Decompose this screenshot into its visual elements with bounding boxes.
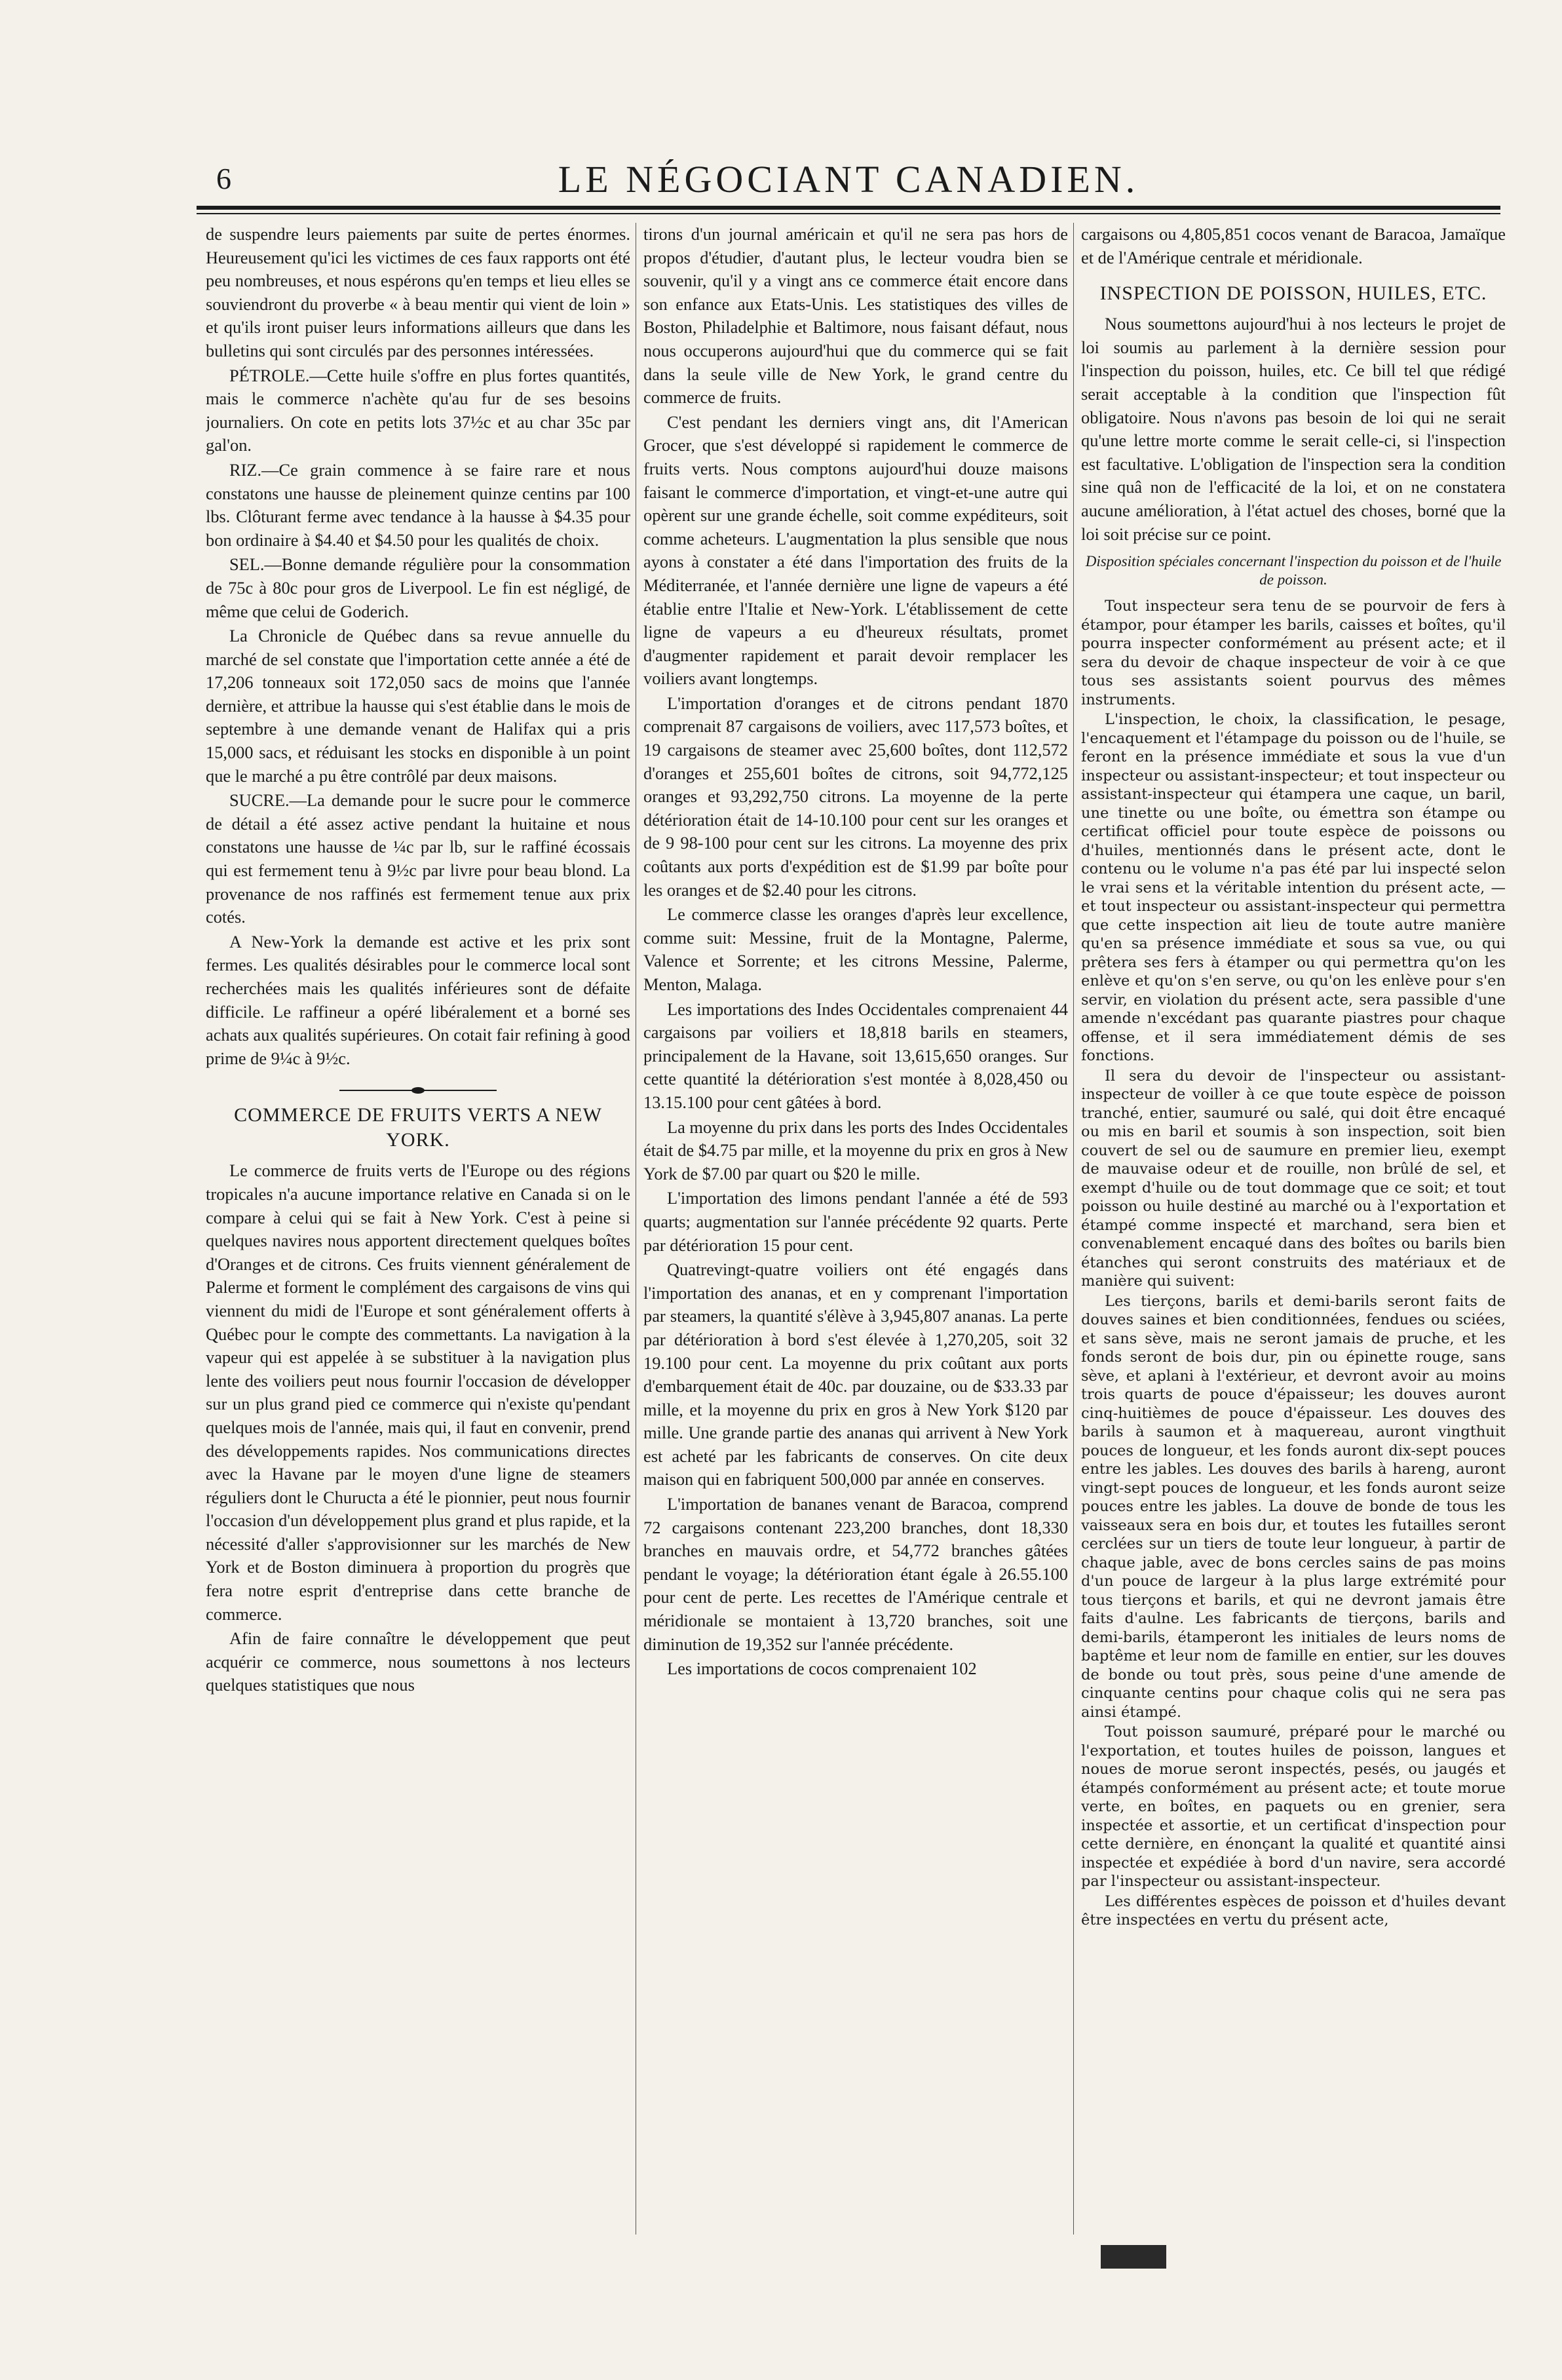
paragraph: L'importation des limons pendant l'année a été de 593 quarts; augmentation sur l'année précédente 92 quarts. Perte par détérioration 15 pour cent. [643, 1188, 1068, 1255]
paragraph: Le commerce de fruits verts de l'Europe ou des régions tropicales n'a aucune importance relative en Canada si on le compare à celui qui se fait à New York. C'est à peine si quelques navires nous apportent directement quelques boîtes d'Oranges et de citrons. Ces fruits viennent généralement de Palerme et forment le complément des cargaisons de vins qui viennent du midi de l'Europe et sont généralement offerts à Québec pour le compte des commettants. La navigation à la vapeur qui est appelée à se substituer à la navigation plus lente des voiliers peut nous fournir l'occasion de développer sur un plus grand pied ce commerce qui n'existe qu'pendant quelques mois de l'année, mais qui, il faut en convenir, prend des développements rapides. Nos communications directes avec la Havane par le moyen d'une ligne de steamers réguliers dont le Churucta a été le pionnier, peut nous fournir l'occasion d'un développement plus grand et plus rapide, et la nécessité d'aller s'approvisionner sur les marchés de New York et de Boston diminuera à proportion du progrès que fera notre esprit d'entreprise dans cette branche de commerce. [206, 1161, 630, 1624]
paragraph: Nous soumettons aujourd'hui à nos lecteurs le projet de loi soumis au parlement à la dernière session pour l'inspection du poisson, huiles, etc. Ce bill tel que rédigé serait acceptable à la condition que l'inspection fût obligatoire. Nous n'avons pas besoin de loi qui ne serait qu'une lettre morte comme le serait celle-ci, si l'inspection est facultative. L'obligation de l'inspection sera la condition sine quâ non de l'efficacité de la loi, et on ne constatera aucune amélioration, à l'état actuel des choses, borné que la loi soit précise sur ce point. [1081, 314, 1506, 544]
paragraph: Afin de faire connaître le développement que peut acquérir ce commerce, nous soumettons à nos lecteurs quelques statistiques que nous [206, 1628, 630, 1695]
paragraph: Le commerce classe les oranges d'après leur excellence, comme suit: Messine, fruit de la Montagne, Palerme, Valence et Sorrente; et les citrons Messine, Palerme, Menton, Malaga. [643, 904, 1068, 994]
page-number: 6 [216, 162, 231, 195]
paragraph: tirons d'un journal américain et qu'il ne sera pas hors de propos d'étudier, d'autant plus, le lecteur voudra bien se souvenir, qu'il y a vingt ans ce commerce était encore dans son enfance aux Etats-Unis. Les statistiques des villes de Boston, Philadelphie et Baltimore, nous faisant défaut, nous nous occuperons aujourd'hui que du commerce qui se fait dans la seule ville de New York, le grand centre du commerce de fruits. [643, 224, 1068, 408]
paragraph: L'importation de bananes venant de Baracoa, comprend 72 cargaisons contenant 223,200 branches, dont 18,330 branches en mauvais ordre, et 54,772 branches gâtées pendant le voyage; la détérioration étant égale à 26.55.100 pour cent de perte. Les recettes de l'Amérique centrale et méridionale se montaient à 13,720 branches, soit une diminution de 19,352 sur l'année précédente. [643, 1494, 1068, 1654]
paragraph-chronicle: La Chronicle de Québec dans sa revue annuelle du marché de sel constate que l'importation cette année a été de 17,206 tonneaux soit 172,050 sacs de moins que l'année dernière, et attribue la hausse qui s'est établie dans le mois de septembre à une demande venant de Halifax qui a pris 15,000 sacs, et réduisant les stocks en disponible à un point que le marché a pu être contrôlé par deux maisons. [206, 626, 630, 786]
paragraph: Les importations de cocos comprenaient 102 [667, 1659, 977, 1679]
paragraph-riz: RIZ.—Ce grain commence à se faire rare et nous constatons une hausse de pleinement quinze centins par 100 lbs. Clôturant ferme avec tendance à la hausse à $4.35 pour bon ordinaire à $4.40 et $4.50 pour les qualités de choix. [206, 459, 630, 550]
header-rule-thin [197, 213, 1500, 214]
column-separator [1073, 223, 1074, 2235]
paragraph: Il sera du devoir de l'inspecteur ou assistant-inspecteur de voiller à ce que toute espèce de poisson tranché, entier, saumuré ou salé, qui doit être encaqué ou mis en baril et soumis à son inspection, soit bien couvert de sel ou de saumure en premier lieu, exempt de mauvaise odeur et de rouille, non brûlé de sel, et exempt d'huile ou de tout dommage que ce soit; et tout poisson ou huile destiné au marché ou à l'exportation et étampé comme inspecté et marchand, sera bien et convenablement encaqué dans des boîtes ou barils bien étanches qui seront construits des matériaux et de manière qui suivent: [1081, 1067, 1506, 1290]
paragraph: Les tierçons, barils et demi-barils seront faits de douves saines et bien conditionnées, fendues ou sciées, et sans sève, mais ne seront jamais de pruche, et les fonds seront de bois dur, pin ou épinette rouge, sans sève, et aplani à l'extérieur, et devront avoir au moins trois quarts de pouce d'épaisseur; les douves auront cinq-huitièmes de pouce d'épaisseur. Les douves des barils à saumon et à maquereau, auront vingthuit pouces de longueur, et les fonds auront dix-sept pouces entre les jables. Les douves des barils à hareng, auront vingt-sept pouces de longueur, et les fonds auront seize pouces entre les jables. La douve de bonde de tous les vaisseaux sera en bois dur, et toutes les futailles seront cerclées sur un tiers de toute leur longueur, à partir de chaque jable, avec de bons cercles sains de pas moins d'un pouce de largeur à la plus large extrémité pour tous tierçons et barils, et qui ne devront jamais être faits d'aulne. Les fabricants de tierçons, barils and demi-barils, étamperont les initiales de leurs noms de baptême et leur nom de famille en entier, sur les douves de bonde ou tout près, sous peine d'une amende de cinquante centins pour chaque colis qui ne sera pas ainsi étampé. [1081, 1292, 1506, 1721]
paragraph: Quatrevingt-quatre voiliers ont été engagés dans l'importation des ananas, et en y comprenant l'importation par steamers, la quantité s'élève à 3,945,807 ananas. La perte par détérioration à bord s'est élevée à 1,270,205, soit 32 19.100 pour cent. La moyenne du prix coûtant aux ports d'embarquement était de 40c. par douzaine, ou de $33.33 par mille, et la moyenne du prix en gros à New York $120 par mille. Une grande partie des ananas qui arrivent à New York est acheté par les fabricants de conserves. On cite deux maison qui en fabriquent 500,000 par année en conserves. [643, 1259, 1068, 1489]
paragraph: C'est pendant les derniers vingt ans, dit l'American Grocer, que s'est développé si rapidement le commerce de fruits verts. Nous comptons aujourd'hui douze maisons faisant le commerce d'importation, et vingt-et-une autre qui opèrent sur une grande échelle, soit comme expéditeurs, soit comme acheteurs. L'augmentation la plus sensible que nous ayons à constater a été dans l'importation des fruits de la Méditerranée, et l'année dernière une ligne de vapeurs a été établie entre l'Italie et New-York. L'établissement de cette ligne de vapeurs a eu d'heureux résultats, promet d'augmenter rapidement et parait devoir remplacer les voiliers avant longtemps. [643, 412, 1068, 689]
archive-stamp [1101, 2245, 1166, 2269]
column-3 [1081, 223, 1506, 2235]
paragraph-sel: SEL.—Bonne demande régulière pour la consommation de 75c à 80c pour gros de Liverpool. Le fin est négligé, de même que celui de Goderich. [206, 554, 630, 621]
paragraph: de suspendre leurs paiements par suite de pertes énormes. Heureusement qu'ici les victimes de ces faux rapports ont été peu nombreuses, et nous espérons qu'en temps et lieu elles se souviendront du proverbe « à beau mentir qui vient de loin » et qu'ils iront puiser leurs informations ailleurs que dans les bulletins qui sont circulés par des personnes intéressées. [206, 224, 630, 360]
paragraph-sucre: SUCRE.—La demande pour le sucre pour le commerce de détail a été assez active pendant la huitaine et nous constatons une hausse de ¼c par lb, sur le raffiné écossais qui est fermement tenu à 9½c par livre pour beau blond. La provenance de nos raffinés est fermement tenue aux prix cotés. [206, 790, 630, 927]
header-rule-thick [197, 206, 1500, 210]
paragraph: L'inspection, le choix, la classification, le pesage, l'encaquement et l'étampage du poisson ou de l'huile, se feront en la présence immédiate et sous la vue d'un inspecteur ou assistant-inspecteur; et tout inspecteur ou assistant-inspecteur qui étampera une caque, un baril, une tinette ou une boîte, ou émettra son étampe ou certificat officiel pour toute espèce de poissons ou d'huiles, mentionnés dans le présent acte, dont le contenu ou le volume n'a pas été par lui inspecté selon le vrai sens et la véritable intention du présent acte, —et tout inspecteur ou assistant-inspecteur qui permettra que cette inspection ait lieu de toute autre manière qu'en sa présence immédiate et sous sa vue, ou qui prêtera ses fers à étamper ou qui permettra qu'on les enlève et qu'on s'en serve, ou qu'on les enlève pour s'en servir, en violation du présent acte, sera passible d'une amende n'excédant pas quarante piastres pour chaque offense, et il sera immédiatement démis de ses fonctions. [1081, 711, 1506, 1065]
paragraph: Tout poisson saumuré, préparé pour le marché ou l'exportation, et toutes huiles de poisson, langues et noues de morue seront inspectés, pesés, ou jaugés et étampés conformément au présent acte; et toute morue verte, en boîtes, en paquets ou en grenier, sera inspectée et assortie, et un certificat d'inspection pour cette dernière, en énonçant la qualité et quantité ainsi inspectée et expédiée à bord d'un navire, sera accordé par l'inspecteur ou assistant-inspecteur. [1081, 1723, 1506, 1891]
paragraph: La moyenne du prix dans les ports des Indes Occidentales était de $4.75 par mille, et la moyenne du prix en gros à New York de $7.00 par quart ou $20 le mille. [643, 1117, 1068, 1183]
newspaper-title: LE NÉGOCIANT CANADIEN. [558, 158, 1139, 201]
paragraph-new-york: A New-York la demande est active et les prix sont fermes. Les qualités désirables pour le commerce local sont recherchées mais les qualités inférieures sont de défaite difficile. Le raffineur a opéré libéralement et a borné ses achats aux qualités supérieures. On cotait fair refining à good prime de 9¼c à 9½c. [206, 931, 630, 1068]
page-header [197, 155, 1500, 202]
paragraph: Les importations des Indes Occidentales comprenaient 44 cargaisons par voiliers et 18,818 barils en steamers, principalement de la Havane, soit 13,615,650 oranges. Sur cette quantité la détérioration s'est montée à 8,028,450 ou 13.15.100 pour cent gâtées à bord. [643, 999, 1068, 1112]
paragraph: Les différentes espèces de poisson et d'huiles devant être inspectées en vertu du présent acte, [1081, 1892, 1506, 1929]
paragraph: cargaisons ou 4,805,851 cocos venant de Baracoa, Jamaïque et de l'Amérique centrale et méridionale. [1081, 224, 1506, 267]
section-heading-fruits: COMMERCE DE FRUITS VERTS A NEW YORK. [234, 1104, 602, 1151]
column-2 [643, 223, 1068, 2235]
subheading: Disposition spéciales concernant l'inspection du poisson et de l'huile de poisson. [1085, 553, 1502, 588]
column-1 [206, 223, 630, 2235]
paragraph: L'importation d'oranges et de citrons pendant 1870 comprenait 87 cargaisons de voiliers, avec 117,573 boîtes, et 19 cargaisons de steamer avec 25,600 boîtes, dont 112,572 d'oranges et 255,601 boîtes de citrons, soit 94,772,125 oranges et 93,292,750 citrons. La moyenne de la perte détérioration était de 14-10.100 pour cent sur les oranges et de 9 98-100 pour cent sur les citrons. La moyenne des prix coûtants aux ports d'expédition est de $1.99 par boîte pour les oranges et de $2.40 pour les citrons. [643, 693, 1068, 900]
paragraph: Tout inspecteur sera tenu de se pourvoir de fers à étampor, pour étamper les barils, caisses et boîtes, qu'il pourra inspecter conformément au présent acte; et il sera du devoir de chaque inspecteur de voir à ce que tous ses assistants soient pourvus des mêmes instruments. [1081, 598, 1506, 708]
section-divider [339, 1090, 497, 1091]
section-heading-inspection: INSPECTION DE POISSON, HUILES, ETC. [1099, 282, 1487, 305]
paragraph-petrole: PÉTROLE.—Cette huile s'offre en plus fortes quantités, mais le commerce n'achète qu'au fur de ses besoins journaliers. On cote en petits lots 37½c et au char 35c par gal'on. [206, 365, 630, 455]
